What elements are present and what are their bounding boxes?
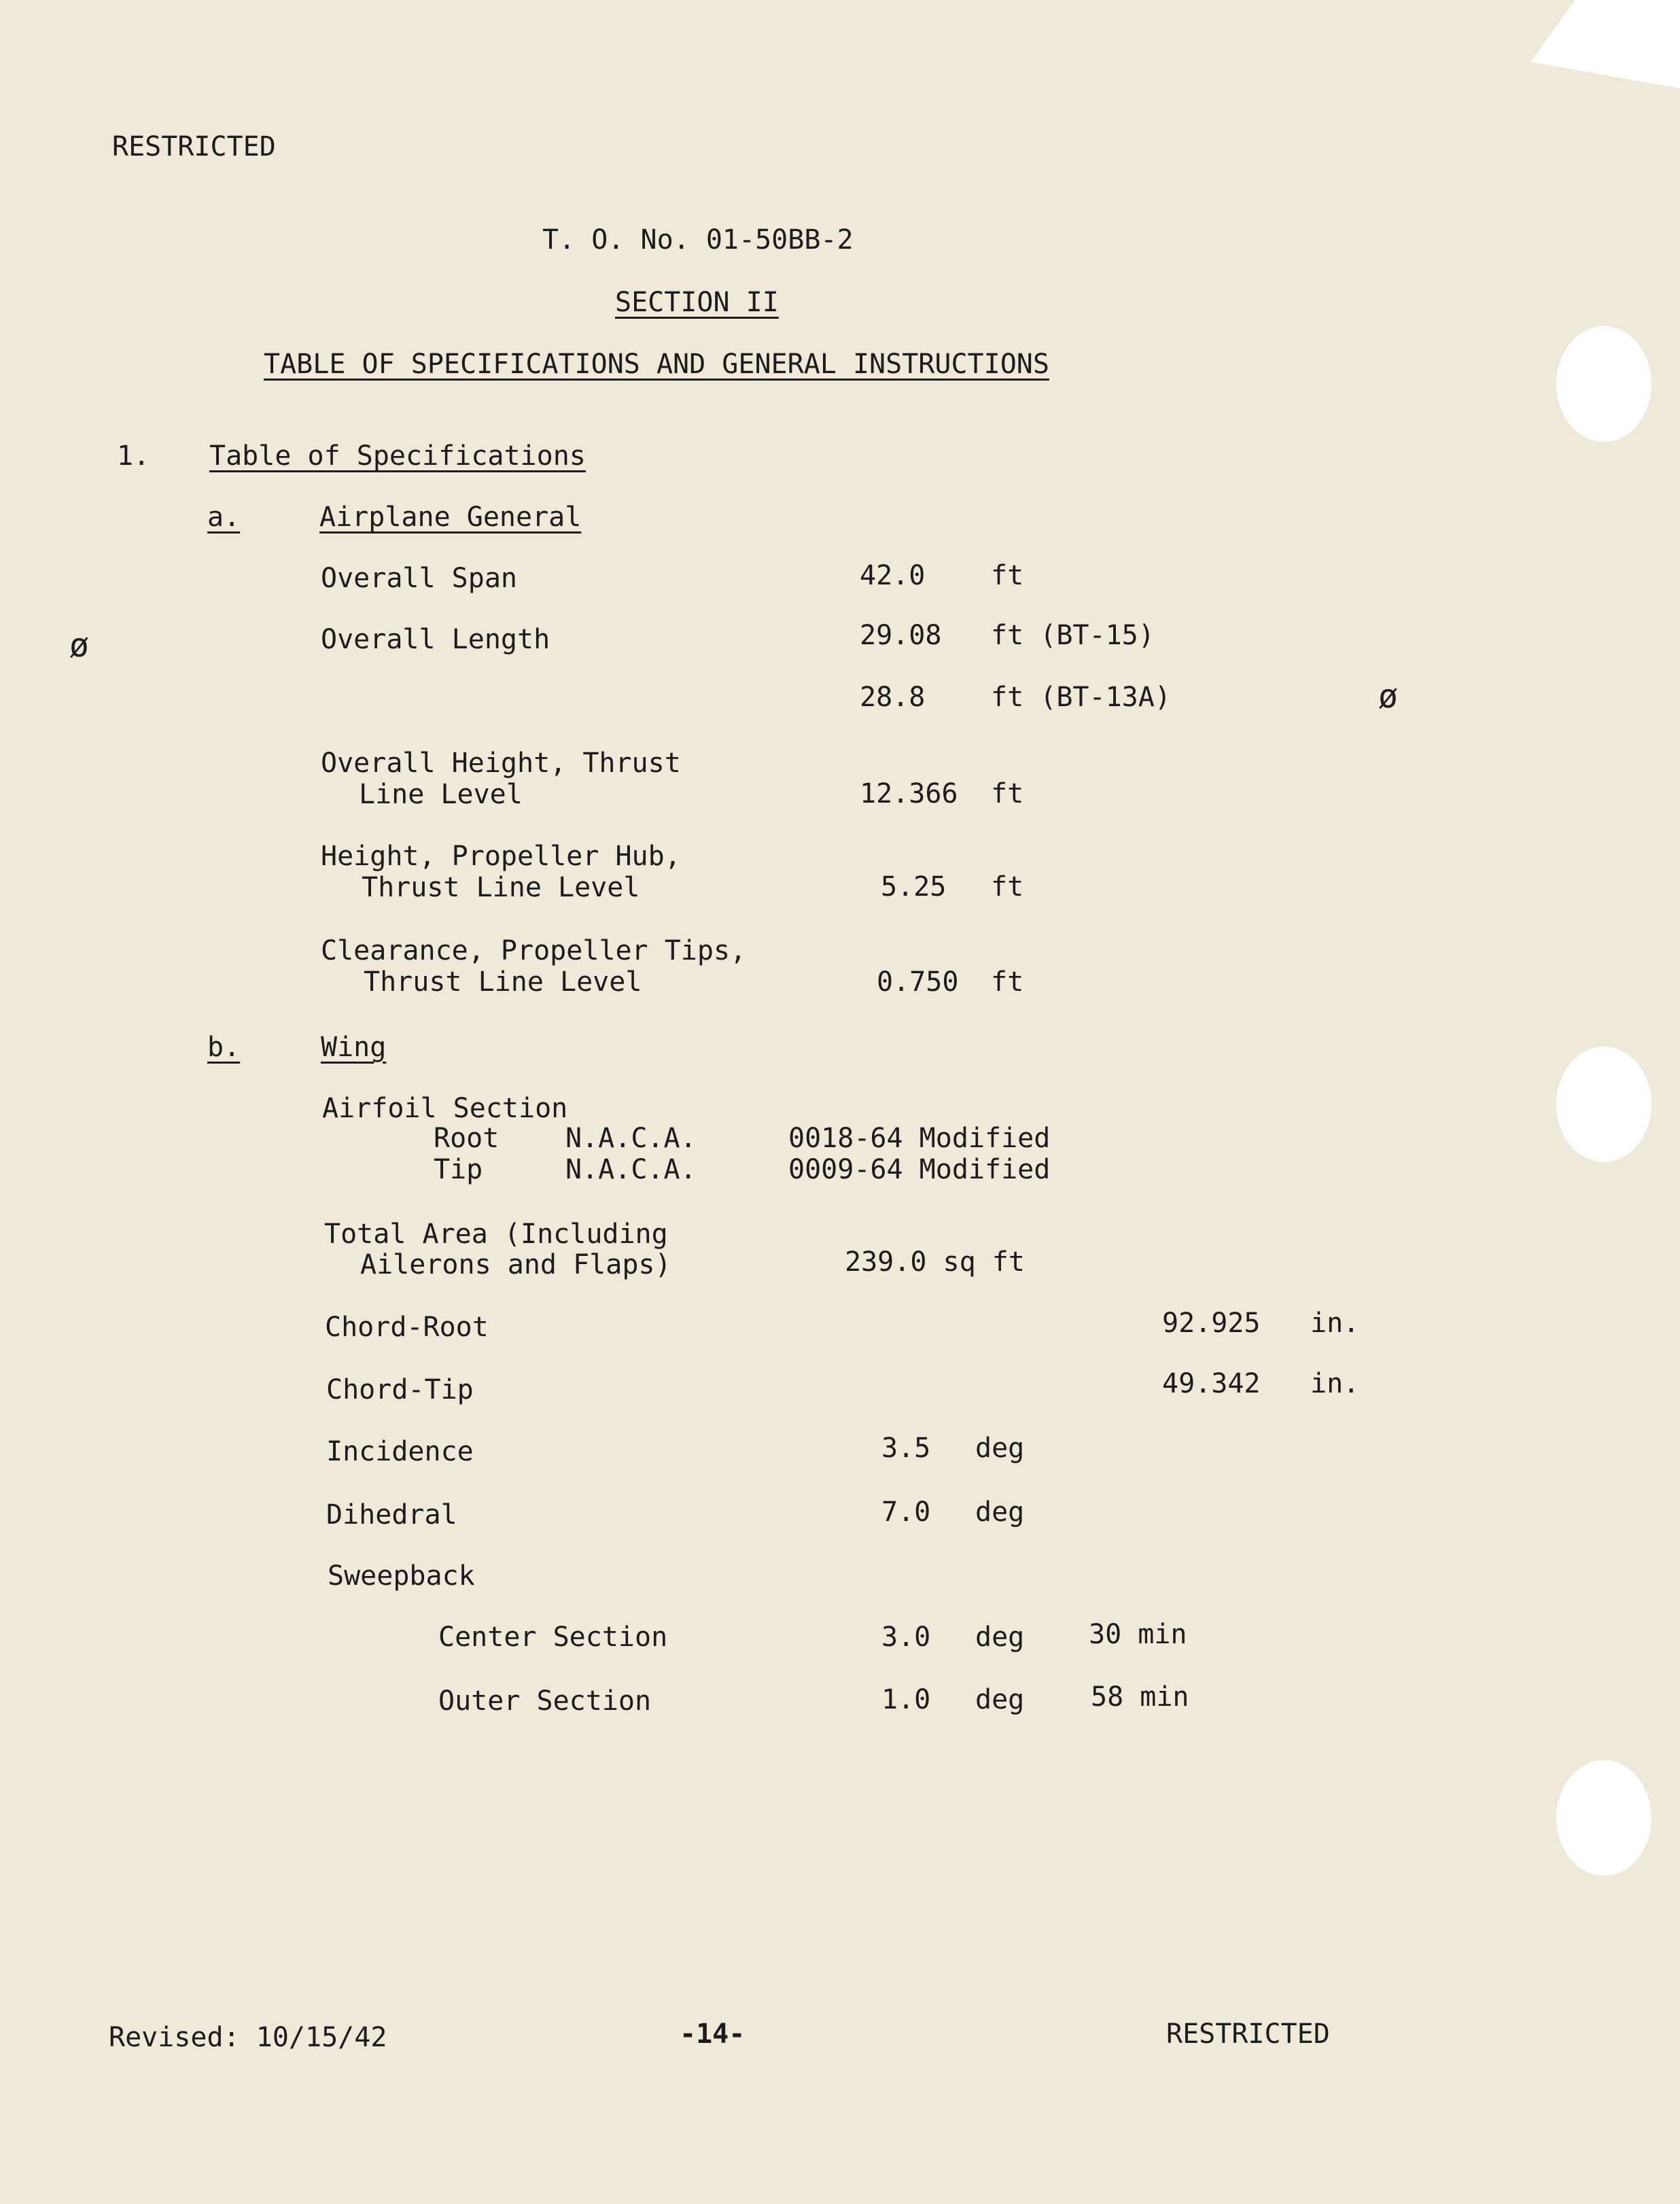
item-number: 1.: [117, 440, 150, 472]
spec-label-line1: Overall Height, Thrust: [321, 748, 681, 779]
chord-tip-label: Chord-Tip: [326, 1374, 474, 1405]
total-area-line1: Total Area (Including: [324, 1219, 668, 1250]
sub-a-label: Airplane General: [319, 502, 582, 533]
revision-mark-left: ø: [69, 627, 89, 665]
total-area-line2: Ailerons and Flaps): [360, 1249, 671, 1280]
spec-value: 42.0: [860, 560, 926, 591]
spec-label: Overall Span: [321, 563, 517, 594]
footer-page-number: -14-: [680, 2018, 746, 2050]
section-title: SECTION II: [615, 287, 779, 318]
binder-hole-top: [1556, 326, 1651, 442]
outer-section-value: 1.0: [881, 1684, 931, 1715]
spec-label: Overall Length: [321, 624, 550, 655]
outer-section-min: 58 min: [1091, 1681, 1189, 1713]
chord-root-value: 92.925: [1162, 1308, 1261, 1339]
center-section-value: 3.0: [881, 1622, 931, 1653]
spec-unit: ft: [991, 560, 1024, 591]
spec-label-line2: Thrust Line Level: [362, 872, 640, 903]
spec-label-line1: Clearance, Propeller Tips,: [321, 935, 747, 966]
revision-mark-right: ø: [1378, 678, 1398, 716]
torn-corner: [1530, 0, 1680, 88]
sub-a-letter: a.: [207, 502, 241, 533]
spec-value: 0.750: [877, 966, 959, 998]
footer-restricted: RESTRICTED: [1166, 2018, 1330, 2050]
airfoil-root-name: Root: [434, 1123, 500, 1154]
incidence-value: 3.5: [881, 1433, 931, 1464]
sweepback-label: Sweepback: [328, 1560, 475, 1592]
header-restricted: RESTRICTED: [112, 131, 276, 162]
outer-section-unit: deg: [975, 1684, 1025, 1715]
sub-b-letter: b.: [207, 1032, 241, 1063]
chord-root-unit: in.: [1310, 1308, 1360, 1339]
sub-b-label: Wing: [321, 1032, 387, 1063]
spec-label-line2: Line Level: [359, 779, 523, 810]
spec-value: 12.366: [860, 778, 958, 809]
chord-root-label: Chord-Root: [325, 1312, 489, 1343]
spec-value: 29.08: [860, 620, 942, 651]
binder-hole-bottom: [1556, 1760, 1651, 1876]
incidence-unit: deg: [975, 1433, 1025, 1464]
spec-unit: ft: [991, 778, 1024, 809]
dihedral-label: Dihedral: [326, 1499, 457, 1530]
spec-unit: ft: [991, 871, 1024, 903]
total-area-value: 239.0 sq ft: [845, 1246, 1025, 1278]
airfoil-tip-name: Tip: [434, 1154, 483, 1185]
to-number: T. O. No. 01-50BB-2: [542, 224, 854, 256]
spec-label-line1: Height, Propeller Hub,: [321, 841, 681, 872]
center-section-min: 30 min: [1089, 1619, 1187, 1650]
spec-unit: ft: [991, 966, 1024, 998]
airfoil-label: Airfoil Section: [322, 1093, 568, 1124]
airfoil-root-value: 0018-64 Modified: [788, 1123, 1051, 1154]
spec-unit: ft (BT-15): [991, 620, 1155, 651]
spec-unit: ft (BT-13A): [991, 682, 1171, 713]
chord-tip-unit: in.: [1310, 1368, 1360, 1399]
binder-hole-middle: [1556, 1047, 1651, 1162]
spec-value: 28.8: [860, 682, 926, 713]
outer-section-label: Outer Section: [438, 1685, 652, 1717]
center-section-unit: deg: [975, 1622, 1025, 1653]
spec-value: 5.25: [881, 871, 947, 903]
dihedral-unit: deg: [975, 1497, 1025, 1528]
table-title: TABLE OF SPECIFICATIONS AND GENERAL INSTRUCTIONS: [264, 349, 1049, 380]
airfoil-tip-value: 0009-64 Modified: [788, 1154, 1051, 1185]
footer-revised: Revised: 10/15/42: [109, 2022, 387, 2053]
airfoil-tip-std: N.A.C.A.: [565, 1154, 697, 1185]
dihedral-value: 7.0: [881, 1497, 931, 1528]
spec-label-line2: Thrust Line Level: [364, 966, 642, 998]
airfoil-root-std: N.A.C.A.: [565, 1123, 697, 1154]
center-section-label: Center Section: [438, 1622, 668, 1653]
incidence-label: Incidence: [326, 1436, 474, 1467]
item-label: Table of Specifications: [209, 440, 586, 472]
chord-tip-value: 49.342: [1162, 1368, 1261, 1399]
